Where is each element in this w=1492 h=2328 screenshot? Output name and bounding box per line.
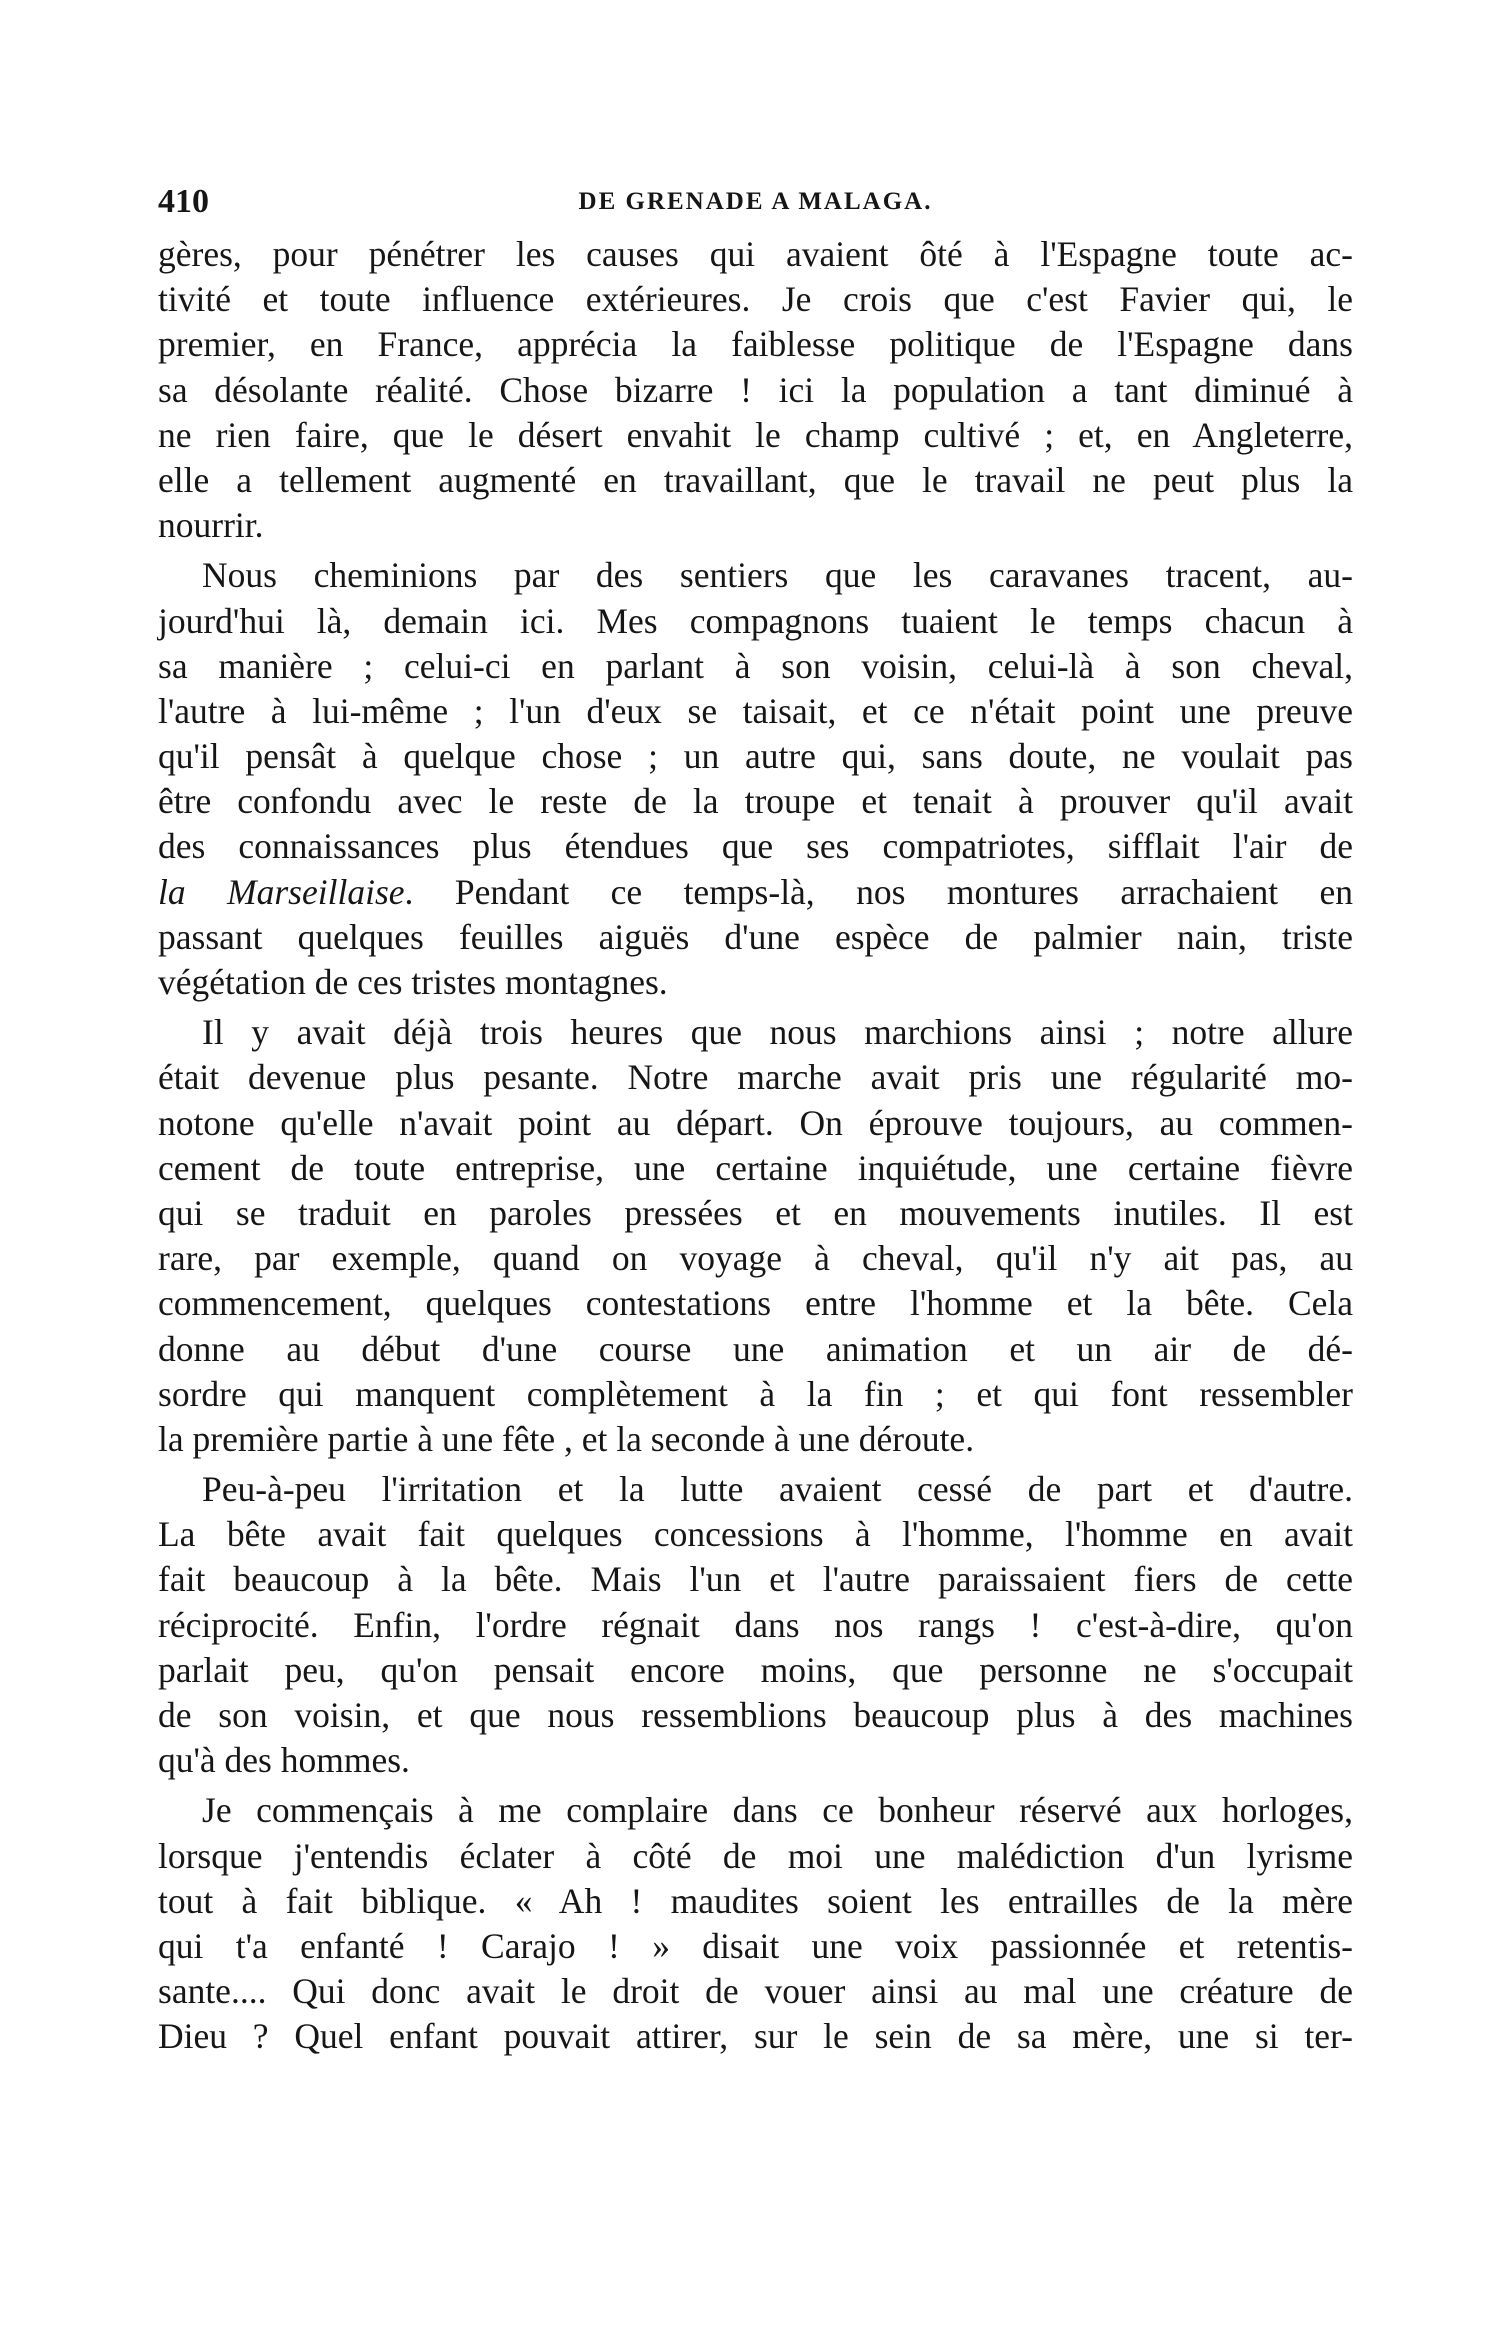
body-text [158,232,1353,2060]
text-line: La bête avait fait quelques concessions à l'homme, l'homme en avait [158,1514,1353,1555]
text-line: donne au début d'une course une animation et un air de dé- [158,1328,1353,1369]
text-line: lorsque j'entendis éclater à côté de moi une malédiction d'un lyrisme [158,1835,1353,1876]
text-line: de son voisin, et que nous ressemblions beaucoup plus à des machines [158,1695,1353,1735]
page-number: 410 [158,183,209,220]
text-line: l'autre à lui-même ; l'un d'eux se taisait, et ce n'était point une preuve [158,690,1353,731]
text-line: sa désolante réalité. Chose bizarre ! ici la population a tant diminué à [158,369,1353,410]
text-line: Dieu ? Quel enfant pouvait attirer, sur le sein de sa mère, une si ter- [158,2016,1353,2057]
running-title: DE GRENADE A MALAGA. [578,188,933,215]
text-line: des connaissances plus étendues que ses compatriotes, sifflait l'air de [158,826,1353,867]
text-line: sante.... Qui donc avait le droit de vouer ainsi au mal une créature de [158,1971,1353,2012]
paragraph-2 [158,553,1353,1005]
text-line: elle a tellement augmenté en travaillant, que le travail ne peut plus la [158,459,1353,500]
text-line: Nous cheminions par des sentiers que les caravanes tracent, au- [202,555,1353,596]
text-line: tivité et toute influence extérieures. Je crois que c'est Favier qui, le [158,279,1353,320]
italic-title: la Marseillaise [158,871,405,912]
text-line: être confondu avec le reste de la troupe et tenait à prouver qu'il avait [158,781,1353,822]
text-line: ne rien faire, que le désert envahit le champ cultivé ; et, en Angleterre, [158,414,1353,455]
text-line: tout à fait biblique. « Ah ! maudites soient les entrailles de la mère [158,1880,1353,1921]
text-line: qui t'a enfanté ! Carajo ! » disait une voix passionnée et retentis- [158,1925,1353,1966]
text-line: rare, par exemple, quand on voyage à cheval, qu'il n'y ait pas, au [158,1238,1353,1279]
text-line: fait beaucoup à la bête. Mais l'un et l'autre paraissaient fiers de cette [158,1559,1353,1600]
text-line: Peu-à-peu l'irritation et la lutte avaient cessé de part et d'autre. [202,1469,1353,1510]
text-line: passant quelques feuilles aiguës d'une espèce de palmier nain, triste [158,916,1353,957]
text-line: qu'à des hommes. [158,1740,410,1781]
text-line: gères, pour pénétrer les causes qui avaient ôté à l'Espagne toute ac- [158,234,1353,274]
paragraph-5 [158,1788,1353,2059]
text-line: parlait peu, qu'on pensait encore moins, que personne ne s'occupait [158,1649,1353,1690]
paragraph-3 [158,1010,1353,1462]
text-line: sa manière ; celui-ci en parlant à son voisin, celui-là à son cheval, [158,645,1353,686]
text-line: nourrir. [158,505,264,546]
text-line: réciprocité. Enfin, l'ordre régnait dans nos rangs ! c'est-à-dire, qu'on [158,1604,1353,1645]
text-line: qu'il pensât à quelque chose ; un autre qui, sans doute, ne voulait pas [158,736,1353,777]
paragraph-4 [158,1467,1353,1783]
text-line: était devenue plus pesante. Notre marche avait pris une régularité mo- [158,1057,1353,1098]
text-line: jourd'hui là, demain ici. Mes compagnons tuaient le temps chacun à [158,600,1353,641]
text-line-with-italic: la Marseillaise. Pendant ce temps-là, nos montures arrachaient en [158,871,1353,912]
text-line: commencement, quelques contestations entre l'homme et la bête. Cela [158,1283,1353,1324]
text-line: Il y avait déjà trois heures que nous marchions ainsi ; notre allure [202,1012,1353,1053]
text-line: notone qu'elle n'avait point au départ. On éprouve toujours, au commen- [158,1102,1353,1143]
text-line: Je commençais à me complaire dans ce bonheur réservé aux horloges, [202,1790,1353,1831]
text-line: la première partie à une fête , et la seconde à une déroute. [158,1418,975,1459]
text-line: premier, en France, apprécia la faiblesse politique de l'Espagne dans [158,324,1353,365]
page-header [158,180,1353,224]
text-line: sordre qui manquent complètement à la fin ; et qui font ressembler [158,1373,1353,1414]
text-line: cement de toute entreprise, une certaine inquiétude, une certaine fièvre [158,1147,1353,1188]
paragraph-1 [158,232,1353,548]
text-line: qui se traduit en paroles pressées et en mouvements inutiles. Il est [158,1192,1353,1233]
text-line: végétation de ces tristes montagnes. [158,962,668,1002]
